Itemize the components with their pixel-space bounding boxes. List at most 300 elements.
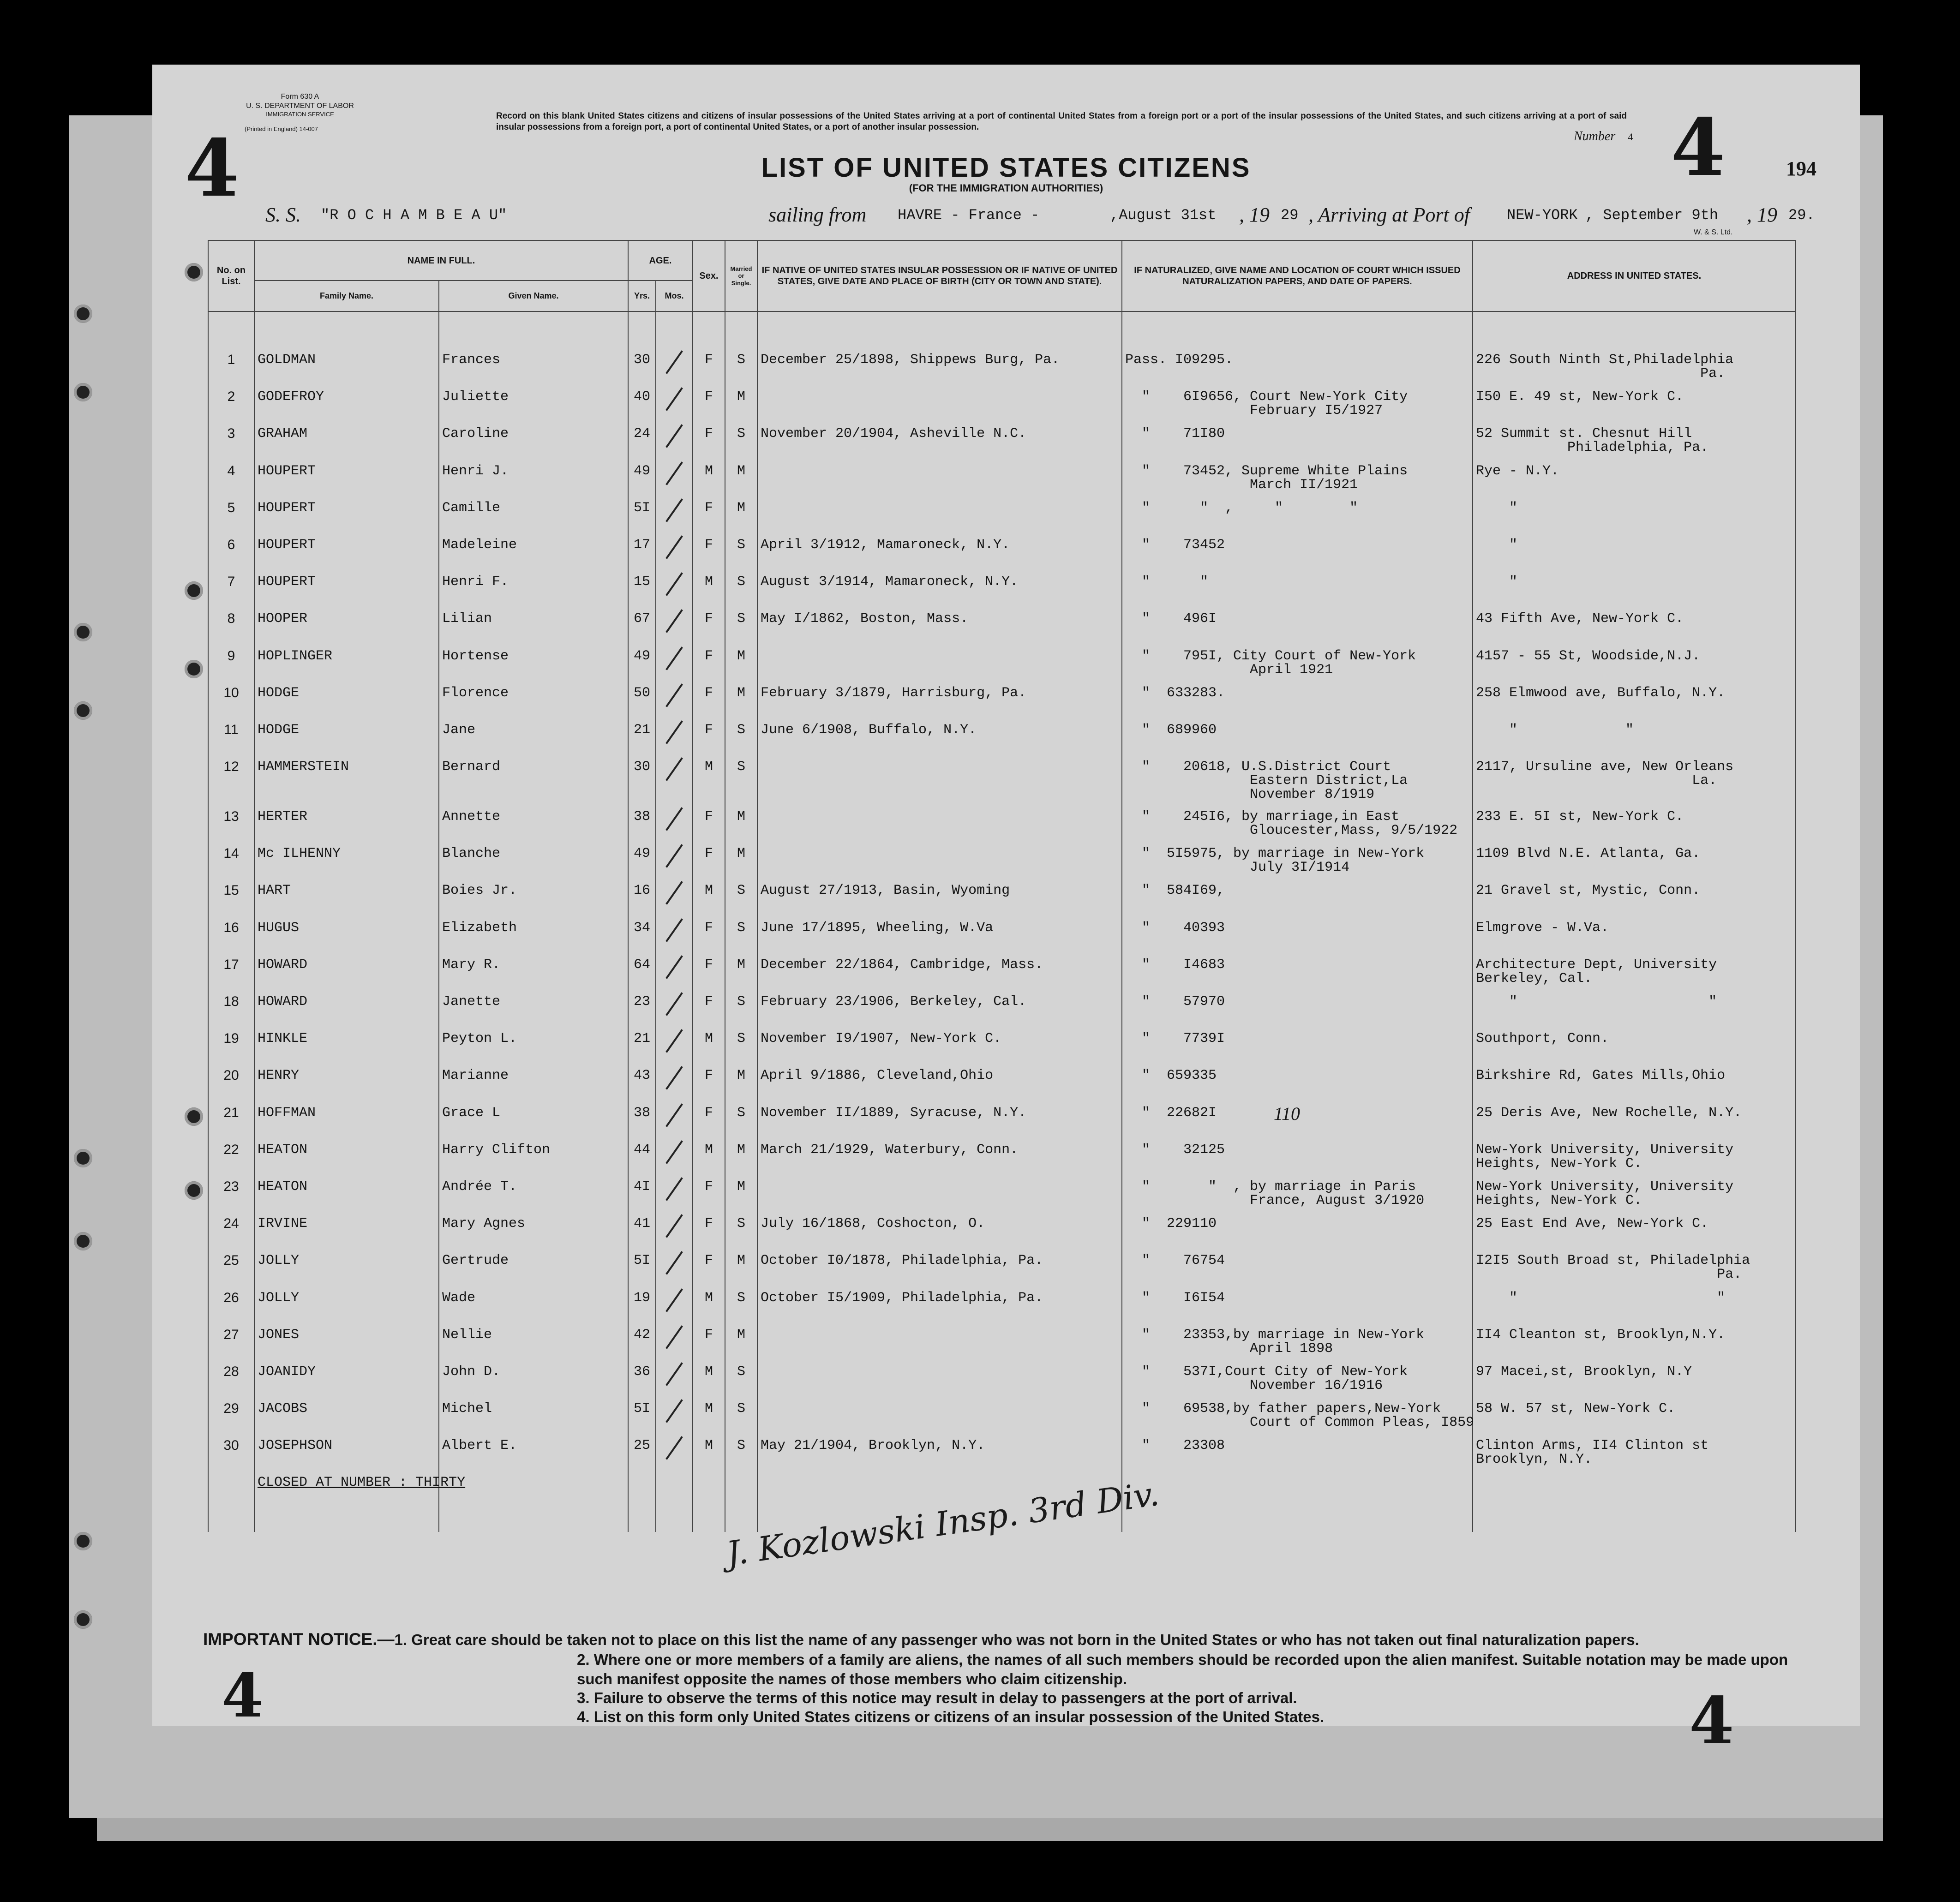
- birth-info: November I9/1907, New-York C.: [757, 1023, 1122, 1060]
- sex: F: [693, 1172, 725, 1208]
- age-months: [656, 950, 693, 987]
- age-months: [656, 1283, 693, 1320]
- given-name: Gertrude: [439, 1245, 628, 1282]
- row-number: 25: [208, 1245, 254, 1282]
- punch-hole: [74, 1532, 92, 1550]
- row-number: 2: [208, 382, 254, 419]
- given-name: Caroline: [439, 419, 628, 455]
- col-header-married: Married or Single.: [725, 240, 757, 311]
- row-number: 27: [208, 1320, 254, 1357]
- bottom-right-number: 4: [1689, 1683, 1734, 1759]
- row-number: 9: [208, 641, 254, 678]
- passenger-table: [208, 240, 1796, 1532]
- age-months: [656, 1245, 693, 1282]
- arrival-year: 29.: [1788, 207, 1815, 224]
- check-mark: [665, 610, 683, 633]
- col-header-given-name: Given Name.: [439, 281, 628, 311]
- check-mark: [665, 1140, 683, 1164]
- address: 233 E. 5I st, New-York C.: [1473, 801, 1796, 838]
- marital-status: S: [725, 987, 757, 1023]
- table-row: [208, 987, 1796, 1023]
- family-name: HEATON: [254, 1172, 439, 1208]
- naturalization-info: " 23353,by marriage in New-York April 1898: [1122, 1320, 1473, 1357]
- marital-status: S: [725, 1394, 757, 1430]
- age-months: [656, 1023, 693, 1060]
- birth-info: December 25/1898, Shippews Burg, Pa.: [757, 345, 1122, 382]
- age-months: [656, 456, 693, 493]
- given-name: Camille: [439, 493, 628, 530]
- table-row: [208, 838, 1796, 875]
- family-name: HINKLE: [254, 1023, 439, 1060]
- check-mark: [665, 807, 683, 831]
- row-number: 13: [208, 801, 254, 838]
- col-header-yrs: Yrs.: [628, 281, 656, 311]
- sex: F: [693, 1320, 725, 1357]
- sex: F: [693, 801, 725, 838]
- sex: M: [693, 875, 725, 912]
- age-years: 30: [628, 345, 656, 382]
- marital-status: S: [725, 752, 757, 801]
- form-number: Form 630 A: [281, 93, 319, 101]
- check-mark: [665, 1214, 683, 1238]
- check-mark: [665, 498, 683, 522]
- age-years: 21: [628, 715, 656, 752]
- table-row: [208, 345, 1796, 382]
- service-name: IMMIGRATION SERVICE: [266, 111, 334, 118]
- age-months: [656, 567, 693, 604]
- birth-info: July 16/1868, Coshocton, O.: [757, 1208, 1122, 1245]
- birth-info: August 3/1914, Mamaroneck, N.Y.: [757, 567, 1122, 604]
- notice-item: 2. Where one or more members of a family are aliens, the names of all such members should be recorded upon the alien manifest. Suitable notation may be made upon such manifest opposite the names of those members who claim citizenship.: [577, 1651, 1788, 1687]
- punch-hole: [185, 581, 203, 600]
- sex: M: [693, 752, 725, 801]
- age-years: 5I: [628, 1394, 656, 1430]
- age-years: 44: [628, 1135, 656, 1172]
- punch-hole: [74, 1232, 92, 1250]
- marital-status: S: [725, 1023, 757, 1060]
- number-label-text: Number: [1574, 129, 1616, 144]
- row-number: 8: [208, 604, 254, 640]
- row-number: 29: [208, 1394, 254, 1430]
- age-months: [656, 1098, 693, 1135]
- naturalization-info: " 689960: [1122, 715, 1473, 752]
- check-mark: [665, 1399, 683, 1423]
- empty-cell: [725, 1467, 757, 1532]
- col-header-family-name: Family Name.: [254, 281, 439, 311]
- number-label: [1574, 129, 1633, 144]
- check-mark: [665, 1251, 683, 1275]
- family-name: HODGE: [254, 715, 439, 752]
- printer-mark: W. & S. Ltd.: [1694, 228, 1733, 236]
- given-name: Madeleine: [439, 530, 628, 567]
- family-name: GRAHAM: [254, 419, 439, 455]
- marital-status: S: [725, 1357, 757, 1394]
- sex: F: [693, 1098, 725, 1135]
- sex: F: [693, 678, 725, 715]
- age-years: 19: [628, 1283, 656, 1320]
- address: I2I5 South Broad st, Philadelphia Pa.: [1473, 1245, 1796, 1282]
- row-number: 16: [208, 913, 254, 950]
- naturalization-info: " I4683: [1122, 950, 1473, 987]
- sex: M: [693, 1283, 725, 1320]
- marital-status: M: [725, 641, 757, 678]
- age-months: [656, 604, 693, 640]
- address: Architecture Dept, University Berkeley, Cal.: [1473, 950, 1796, 987]
- check-mark: [665, 992, 683, 1016]
- table-row: [208, 604, 1796, 640]
- row-number: 14: [208, 838, 254, 875]
- address: 1109 Blvd N.E. Atlanta, Ga.: [1473, 838, 1796, 875]
- row-number: 28: [208, 1357, 254, 1394]
- family-name: HOUPERT: [254, 530, 439, 567]
- age-years: 49: [628, 456, 656, 493]
- punch-hole: [185, 660, 203, 678]
- marital-status: M: [725, 456, 757, 493]
- marital-status: S: [725, 1208, 757, 1245]
- address: Clinton Arms, II4 Clinton st Brooklyn, N.Y.: [1473, 1430, 1796, 1467]
- age-years: 30: [628, 752, 656, 801]
- birth-info: October I0/1878, Philadelphia, Pa.: [757, 1245, 1122, 1282]
- marital-status: S: [725, 715, 757, 752]
- age-years: 41: [628, 1208, 656, 1245]
- address: 25 East End Ave, New-York C.: [1473, 1208, 1796, 1245]
- table-row: [208, 567, 1796, 604]
- marital-status: M: [725, 801, 757, 838]
- naturalization-info: " 32125: [1122, 1135, 1473, 1172]
- address: 43 Fifth Ave, New-York C.: [1473, 604, 1796, 640]
- arriving-label: , Arriving at Port of: [1308, 203, 1470, 226]
- page-title: LIST OF UNITED STATES CITIZENS: [761, 153, 1251, 183]
- col-header-name: NAME IN FULL.: [254, 240, 628, 281]
- marital-status: M: [725, 678, 757, 715]
- check-mark: [665, 1177, 683, 1201]
- naturalization-info: " 6I9656, Court New-York City February I5/1927: [1122, 382, 1473, 419]
- family-name: GODEFROY: [254, 382, 439, 419]
- inspector-signature: J. Kozlowski Insp. 3rd Div.: [724, 1474, 1162, 1573]
- empty-cell: [1122, 1467, 1473, 1532]
- col-header-birth: IF NATIVE OF UNITED STATES INSULAR POSSESSION OR IF NATIVE OF UNITED STATES, GIVE DATE AND PLACE OF BIRTH (CITY OR TOWN AND STATE).: [757, 240, 1122, 311]
- check-mark: [665, 1288, 683, 1312]
- age-months: [656, 1394, 693, 1430]
- given-name: Andrée T.: [439, 1172, 628, 1208]
- ss-label: S. S.: [265, 203, 301, 226]
- row-number: 17: [208, 950, 254, 987]
- age-years: 64: [628, 950, 656, 987]
- row-number: 30: [208, 1430, 254, 1467]
- family-name: HAMMERSTEIN: [254, 752, 439, 801]
- family-name: HOUPERT: [254, 456, 439, 493]
- given-name: Grace L: [439, 1098, 628, 1135]
- table-row: [208, 801, 1796, 838]
- given-name: Boies Jr.: [439, 875, 628, 912]
- voyage-line: [265, 203, 1834, 231]
- given-name: Janette: [439, 987, 628, 1023]
- naturalization-info: " " , by marriage in Paris France, August 3/1920: [1122, 1172, 1473, 1208]
- check-mark: [665, 1436, 683, 1460]
- age-years: 50: [628, 678, 656, 715]
- age-years: 21: [628, 1023, 656, 1060]
- notice-text: 1. Great care should be taken not to place on this list the name of any passenger who was not born in the United States or who has not taken out final naturalization papers.: [394, 1631, 1639, 1648]
- birth-info: [757, 1320, 1122, 1357]
- table-row: [208, 1135, 1796, 1172]
- row-number: 15: [208, 875, 254, 912]
- age-months: [656, 987, 693, 1023]
- sailing-label: sailing from: [768, 203, 867, 226]
- sheet-number: 194: [1786, 157, 1816, 180]
- naturalization-info: Pass. I09295.: [1122, 345, 1473, 382]
- address: II4 Cleanton st, Brooklyn,N.Y.: [1473, 1320, 1796, 1357]
- punch-hole: [74, 383, 92, 401]
- given-name: Nellie: [439, 1320, 628, 1357]
- row-number: 3: [208, 419, 254, 455]
- marital-status: S: [725, 875, 757, 912]
- birth-info: April 3/1912, Mamaroneck, N.Y.: [757, 530, 1122, 567]
- address: Birkshire Rd, Gates Mills,Ohio: [1473, 1060, 1796, 1097]
- family-name: Mc ILHENNY: [254, 838, 439, 875]
- family-name: JOSEPHSON: [254, 1430, 439, 1467]
- punch-hole: [74, 701, 92, 720]
- age-years: 15: [628, 567, 656, 604]
- check-mark: [665, 646, 683, 670]
- sex: F: [693, 1245, 725, 1282]
- row-number: 1: [208, 345, 254, 382]
- punch-hole: [185, 1181, 203, 1200]
- age-years: 36: [628, 1357, 656, 1394]
- punch-hole: [185, 263, 203, 281]
- family-name: HERTER: [254, 801, 439, 838]
- punch-hole: [185, 1107, 203, 1126]
- age-months: [656, 641, 693, 678]
- marital-status: M: [725, 382, 757, 419]
- age-years: 40: [628, 382, 656, 419]
- naturalization-info: " " , " ": [1122, 493, 1473, 530]
- naturalization-info: " 7739I: [1122, 1023, 1473, 1060]
- department-name: U. S. DEPARTMENT OF LABOR: [246, 102, 354, 110]
- table-row: [208, 913, 1796, 950]
- birth-info: [757, 801, 1122, 838]
- age-years: 38: [628, 801, 656, 838]
- family-name: HENRY: [254, 1060, 439, 1097]
- check-mark: [665, 387, 683, 411]
- age-months: [656, 1357, 693, 1394]
- family-name: HUGUS: [254, 913, 439, 950]
- family-name: JONES: [254, 1320, 439, 1357]
- given-name: Peyton L.: [439, 1023, 628, 1060]
- empty-cell: [628, 1467, 656, 1532]
- birth-info: May I/1862, Boston, Mass.: [757, 604, 1122, 640]
- row-number: 6: [208, 530, 254, 567]
- marital-status: S: [725, 530, 757, 567]
- naturalization-info: " 76754: [1122, 1245, 1473, 1282]
- departure-port: HAVRE - France -: [898, 207, 1040, 224]
- punch-hole: [74, 1149, 92, 1167]
- arrival-port: NEW-YORK: [1507, 207, 1578, 224]
- family-name: GOLDMAN: [254, 345, 439, 382]
- family-name: HART: [254, 875, 439, 912]
- marital-status: S: [725, 567, 757, 604]
- age-months: [656, 419, 693, 455]
- row-number: 19: [208, 1023, 254, 1060]
- naturalization-info: " 69538,by father papers,New-York Court of Common Pleas, I859: [1122, 1394, 1473, 1430]
- marital-status: M: [725, 1320, 757, 1357]
- given-name: Harry Clifton: [439, 1135, 628, 1172]
- print-note: (Printed in England) 14-007: [245, 126, 318, 133]
- given-name: Juliette: [439, 382, 628, 419]
- important-notice: [203, 1629, 1828, 1731]
- table-row: [208, 1394, 1796, 1430]
- table-row: [208, 493, 1796, 530]
- age-years: 43: [628, 1060, 656, 1097]
- given-name: Mary R.: [439, 950, 628, 987]
- year-prefix: , 19: [1239, 203, 1270, 226]
- row-number: 22: [208, 1135, 254, 1172]
- sex: M: [693, 567, 725, 604]
- table-row: [208, 875, 1796, 912]
- family-name: JOLLY: [254, 1245, 439, 1282]
- check-mark: [665, 1362, 683, 1386]
- sex: F: [693, 838, 725, 875]
- col-header-address: ADDRESS IN UNITED STATES.: [1473, 240, 1796, 311]
- given-name: Florence: [439, 678, 628, 715]
- age-years: 4I: [628, 1172, 656, 1208]
- age-months: [656, 1060, 693, 1097]
- given-name: Marianne: [439, 1060, 628, 1097]
- birth-info: [757, 641, 1122, 678]
- given-name: Albert E.: [439, 1430, 628, 1467]
- check-mark: [665, 757, 683, 781]
- notice-item: [203, 1629, 1828, 1650]
- departure-year: 29: [1281, 207, 1299, 224]
- naturalization-info: " 245I6, by marriage,in East Gloucester,Mass, 9/5/1922: [1122, 801, 1473, 838]
- address: New-York University, University Heights, New-York C.: [1473, 1135, 1796, 1172]
- table-row: [208, 715, 1796, 752]
- naturalization-info: " 22682I: [1122, 1098, 1473, 1135]
- age-years: 5I: [628, 493, 656, 530]
- table-row: [208, 1320, 1796, 1357]
- col-header-sex: Sex.: [693, 240, 725, 311]
- marital-status: S: [725, 913, 757, 950]
- check-mark: [665, 683, 683, 707]
- given-name: Wade: [439, 1283, 628, 1320]
- birth-info: October I5/1909, Philadelphia, Pa.: [757, 1283, 1122, 1320]
- marital-status: S: [725, 419, 757, 455]
- marital-status: S: [725, 345, 757, 382]
- family-name: HOUPERT: [254, 567, 439, 604]
- given-name: Blanche: [439, 838, 628, 875]
- empty-cell: [656, 1467, 693, 1532]
- given-name: Jane: [439, 715, 628, 752]
- family-name: HOUPERT: [254, 493, 439, 530]
- row-number: 26: [208, 1283, 254, 1320]
- table-row: [208, 1208, 1796, 1245]
- family-name: JACOBS: [254, 1394, 439, 1430]
- table-row: [208, 1023, 1796, 1060]
- bottom-left-number: 4: [222, 1660, 264, 1731]
- naturalization-info: " 23308: [1122, 1430, 1473, 1467]
- birth-info: March 21/1929, Waterbury, Conn.: [757, 1135, 1122, 1172]
- row-number: 4: [208, 456, 254, 493]
- row-number: 7: [208, 567, 254, 604]
- address: ": [1473, 567, 1796, 604]
- age-years: 67: [628, 604, 656, 640]
- table-row: [208, 950, 1796, 987]
- address: Rye - N.Y.: [1473, 456, 1796, 493]
- sex: F: [693, 345, 725, 382]
- marital-status: M: [725, 1135, 757, 1172]
- address: " ": [1473, 1283, 1796, 1320]
- given-name: Michel: [439, 1394, 628, 1430]
- naturalization-info: " 229110: [1122, 1208, 1473, 1245]
- naturalization-info: " 659335: [1122, 1060, 1473, 1097]
- age-months: [656, 345, 693, 382]
- form-info: [245, 92, 355, 133]
- birth-info: February 23/1906, Berkeley, Cal.: [757, 987, 1122, 1023]
- family-name: HOWARD: [254, 950, 439, 987]
- birth-info: June 6/1908, Buffalo, N.Y.: [757, 715, 1122, 752]
- table-row: [208, 1283, 1796, 1320]
- address: 226 South Ninth St,Philadelphia Pa.: [1473, 345, 1796, 382]
- age-years: 17: [628, 530, 656, 567]
- age-months: [656, 913, 693, 950]
- age-months: [656, 752, 693, 801]
- age-months: [656, 1172, 693, 1208]
- family-name: HOFFMAN: [254, 1098, 439, 1135]
- departure-date: ,August 31st: [1110, 207, 1217, 224]
- punch-hole: [74, 305, 92, 323]
- row-number: 20: [208, 1060, 254, 1097]
- naturalization-info: " 40393: [1122, 913, 1473, 950]
- table-row: [208, 530, 1796, 567]
- birth-info: April 9/1886, Cleveland,Ohio: [757, 1060, 1122, 1097]
- age-months: [656, 1320, 693, 1357]
- check-mark: [665, 720, 683, 744]
- row-number: 23: [208, 1172, 254, 1208]
- page-subtitle: (FOR THE IMMIGRATION AUTHORITIES): [909, 182, 1103, 194]
- address: 21 Gravel st, Mystic, Conn.: [1473, 875, 1796, 912]
- sex: M: [693, 1135, 725, 1172]
- age-years: 23: [628, 987, 656, 1023]
- address: 25 Deris Ave, New Rochelle, N.Y.: [1473, 1098, 1796, 1135]
- naturalization-info: " 5I5975, by marriage in New-York July 3I/1914: [1122, 838, 1473, 875]
- row-number: 18: [208, 987, 254, 1023]
- table-row: [208, 1430, 1796, 1467]
- marital-status: S: [725, 1283, 757, 1320]
- row-number: 21: [208, 1098, 254, 1135]
- col-header-mos: Mos.: [656, 281, 693, 311]
- marital-status: M: [725, 1060, 757, 1097]
- sex: F: [693, 913, 725, 950]
- row-number: 12: [208, 752, 254, 801]
- table-row: [208, 382, 1796, 419]
- age-months: [656, 382, 693, 419]
- given-name: Lilian: [439, 604, 628, 640]
- sex: M: [693, 1023, 725, 1060]
- table-row: [208, 1357, 1796, 1394]
- table-row: [208, 1098, 1796, 1135]
- check-mark: [665, 1066, 683, 1090]
- age-months: [656, 1208, 693, 1245]
- ship-name: "R O C H A M B E A U": [321, 207, 507, 224]
- family-name: JOLLY: [254, 1283, 439, 1320]
- age-months: [656, 1430, 693, 1467]
- check-mark: [665, 881, 683, 905]
- age-months: [656, 493, 693, 530]
- birth-info: December 22/1864, Cambridge, Mass.: [757, 950, 1122, 987]
- table-row: [208, 419, 1796, 455]
- age-years: 49: [628, 641, 656, 678]
- naturalization-info: " 73452, Supreme White Plains March II/1921: [1122, 456, 1473, 493]
- marital-status: M: [725, 1172, 757, 1208]
